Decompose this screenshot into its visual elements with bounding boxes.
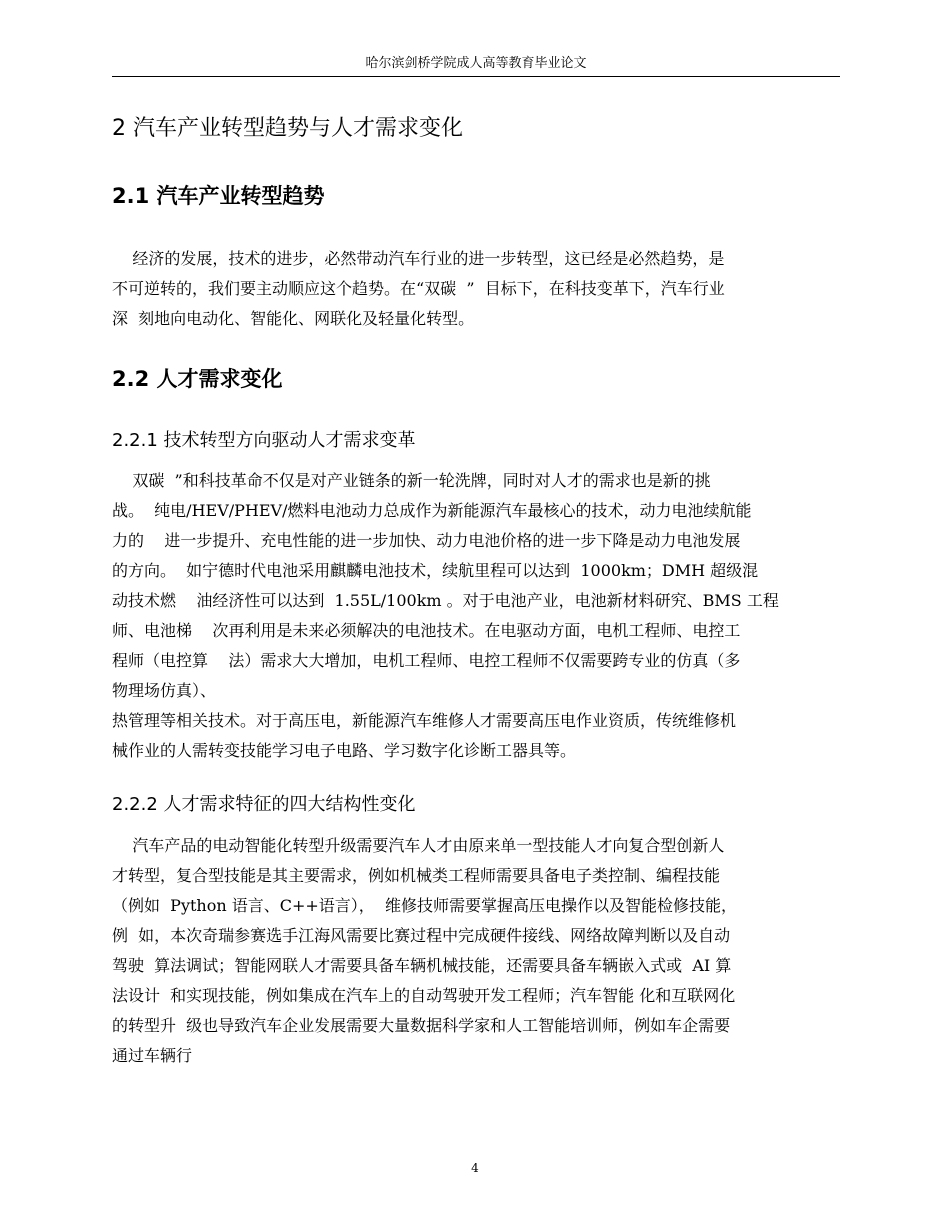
paragraph-line: 热管理等相关技术。对于高压电，新能源汽车维修人才需要高压电作业资质，传统维修机 [112,711,737,730]
paragraph-line: 的方向。 如宁德时代电池采用麒麟电池技术，续航里程可以达到 1000km；DMH 超级混 [112,561,759,580]
section-2-1-heading: 2.1 汽车产业转型趋势 [112,184,325,208]
paragraph-line: 双碳 ”和科技革命不仅是对产业链条的新一轮洗牌，同时对人才的需求也是新的挑 [112,471,711,490]
header-divider [112,76,840,77]
running-header: 哈尔滨剑桥学院成人高等教育毕业论文 [365,56,587,71]
paragraph-line: 战。 纯电/HEV/PHEV/燃料电池动力总成作为新能源汽车最核心的技术，动力电池续航能 [112,501,752,520]
paragraph-line: 不可逆转的，我们要主动顺应这个趋势。在“双碳 ” 目标下，在科技变革下，汽车行业 [112,279,725,298]
section-2-2-heading: 2.2 人才需求变化 [112,367,283,391]
paragraph-line: 深 刻地向电动化、智能化、网联化及轻量化转型。 [112,309,475,328]
section-2-2-1-heading: 2.2.1 技术转型方向驱动人才需求变革 [112,430,416,451]
section-2-2-2-heading: 2.2.2 人才需求特征的四大结构性变化 [112,794,416,815]
chapter-title: 2 汽车产业转型趋势与人才需求变化 [112,116,463,141]
paragraph-line: 法设计 和实现技能，例如集成在汽车上的自动驾驶开发工程师；汽车智能 化和互联网化 [112,986,736,1005]
paragraph-line: 汽车产品的电动智能化转型升级需要汽车人才由原来单一型技能人才向复合型创新人 [112,836,725,855]
paragraph-line: 的转型升 级也导致汽车企业发展需要大量数据科学家和人工智能培训师，例如车企需要 [112,1016,731,1035]
section-2-2-1-paragraph [112,466,852,766]
paragraph-line: 力的 进一步提升、充电性能的进一步加快、动力电池价格的进一步下降是动力电池发展 [112,531,741,550]
paragraph-line: 例 如，本次奇瑞参赛选手江海风需要比赛过程中完成硬件接线、网络故障判断以及自动 [112,926,731,945]
section-2-1-paragraph [112,244,852,334]
paragraph-line: 物理场仿真）、 [112,681,217,700]
paragraph-line: 通过车辆行 [112,1046,193,1065]
paragraph-line: 动技术燃 油经济性可以达到 1.55L/100km 。对于电池产业，电池新材料研究、BMS 工程 [112,591,779,610]
page-number: 4 [471,1161,479,1175]
paragraph-line: 经济的发展，技术的进步，必然带动汽车行业的进一步转型，这已经是必然趋势，是 [112,249,725,268]
paragraph-line: 械作业的人需转变技能学习电子电路、学习数字化诊断工器具等。 [112,741,577,760]
paragraph-line: 师、电池梯 次再利用是未来必须解决的电池技术。在电驱动方面，电机工程师、电控工 [112,621,741,640]
section-2-2-2-paragraph [112,831,852,1071]
paragraph-line: 程师（电控算 法）需求大大增加，电机工程师、电控工程师不仅需要跨专业的仿真（多 [112,651,741,670]
paragraph-line: 才转型，复合型技能是其主要需求，例如机械类工程师需要具备电子类控制、编程技能 [112,866,721,885]
paragraph-line: 驾驶 算法调试；智能网联人才需要具备车辆机械技能，还需要具备车辆嵌入式或 AI 算 [112,956,732,975]
paragraph-line: （例如 Python 语言、C++语言）， 维修技师需要掌握高压电操作以及智能检修技能， [112,896,737,915]
